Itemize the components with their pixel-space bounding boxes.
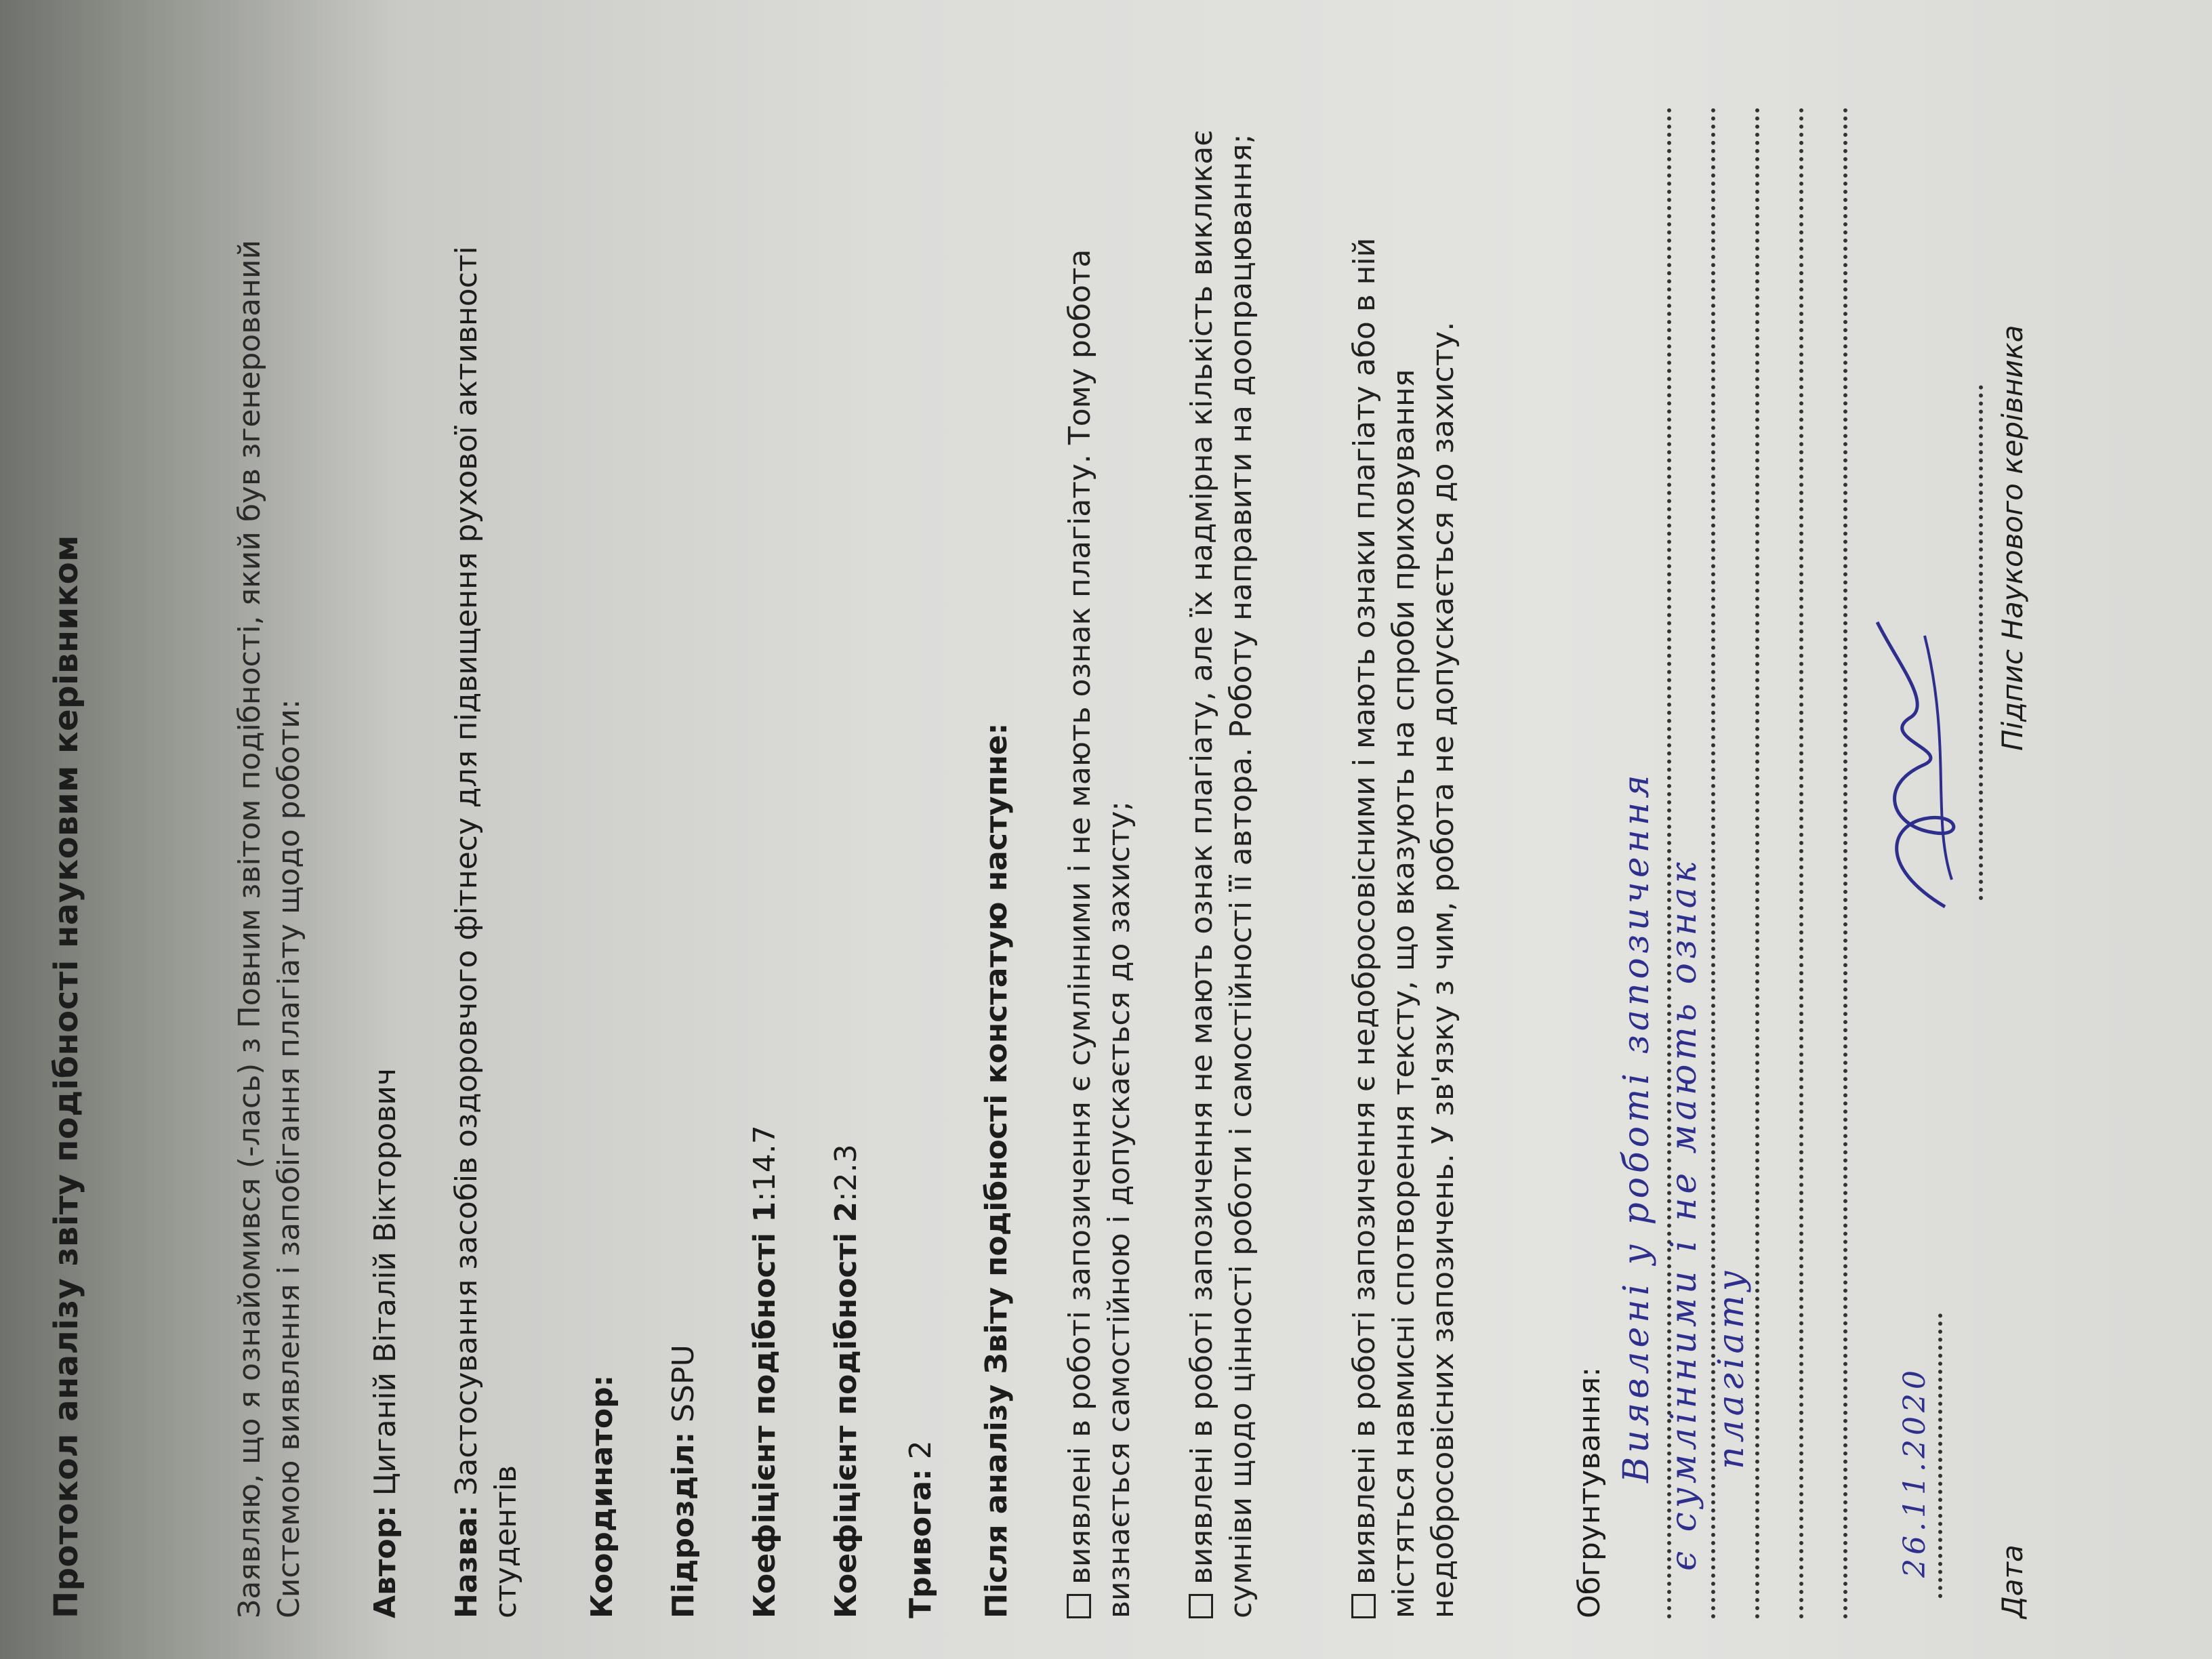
coefficient-1-label: Коефіцієнт подібності 1 [747, 1202, 782, 1618]
option-1 [1061, 127, 1139, 1618]
section-heading: Після аналізу Звіту подібності констатую наступне: [979, 722, 1014, 1618]
coefficient-2-value: :2.3 [829, 1144, 863, 1202]
justification-line-5 [1843, 107, 1847, 1618]
justification-label: Обгрунтування: [1572, 1366, 1607, 1618]
checkbox-1[interactable] [1067, 1594, 1091, 1618]
coefficient-1-value: :14.7 [747, 1125, 782, 1202]
date-line [1938, 1313, 1942, 1598]
handwritten-justification-3: плагіату [1711, 1267, 1752, 1469]
date-label: Дата [1996, 1544, 2029, 1618]
handwritten-justification-2: є сумлінними і не мають ознак [1664, 858, 1704, 1571]
alarm-label: Тривога: [903, 1469, 938, 1618]
work-name-value: Застосування засобів оздоровчого фітнесу для підвищення рухової активності студентів [449, 246, 523, 1618]
option-1-text: виявлені в роботі запозичення є сумлінними і не мають ознак плагіату. Тому робота визнається самостійною і допускається до захисту; [1063, 249, 1136, 1618]
option-2 [1183, 127, 1261, 1618]
handwritten-justification-1: Виявлені у роботі запозичення [1616, 771, 1657, 1483]
checkbox-2[interactable] [1189, 1594, 1213, 1618]
unit-field [664, 141, 703, 1618]
coordinator-field [583, 141, 622, 1618]
signature-label: Підпис Наукового керівника [1996, 325, 2029, 751]
coefficient-2-field [827, 141, 866, 1618]
alarm-field [901, 141, 941, 1618]
work-name-field [447, 141, 526, 1618]
signature-mark [1850, 609, 1986, 920]
handwritten-date: 26.11.2020 [1898, 1366, 1932, 1578]
intro-paragraph: Заявляю, що я ознайомився (-лась) з Повним звітом подібності, який був згенерований Системою виявлення і запобігання плагіату щодо роботи: [232, 239, 306, 1618]
coefficient-2-label: Коефіцієнт подібності 2 [829, 1202, 863, 1618]
author-label: Автор: [368, 1505, 403, 1618]
justification-line-4 [1799, 107, 1803, 1618]
coordinator-label: Координатор: [585, 1374, 619, 1618]
author-value: Циганій Віталій Вікторович [368, 1068, 403, 1496]
option-2-text: виявлені в роботі запозичення не мають ознак плагіату, але їх надмірна кількість викликає сумніви щодо цінності роботи і самостійності її автора. Роботу направити на доопрацювання; [1185, 129, 1258, 1618]
checkbox-3[interactable] [1351, 1594, 1376, 1618]
unit-label: Підрозділ: [666, 1431, 701, 1618]
alarm-value: 2 [903, 1440, 938, 1460]
signature-line [1979, 385, 1983, 900]
author-field [366, 141, 405, 1618]
work-name-label: Назва: [449, 1504, 484, 1618]
option-3-text: виявлені в роботі запозичення є недобросовісними і мають ознаки плагіату або в ній містяться навмисні спотворення тексту, що вказують на спроби приховування недобросовісних запозичень. У зв'язку з чим, робота не допускається до захисту. [1347, 237, 1460, 1618]
coefficient-1-field [745, 141, 785, 1618]
justification-line-3 [1755, 107, 1759, 1618]
unit-value: SSPU [666, 1345, 701, 1422]
protocol-page [27, 80, 2060, 1659]
option-3 [1345, 127, 1463, 1618]
document-title: Протокол аналізу звіту подібності науковим керівником [47, 535, 85, 1618]
